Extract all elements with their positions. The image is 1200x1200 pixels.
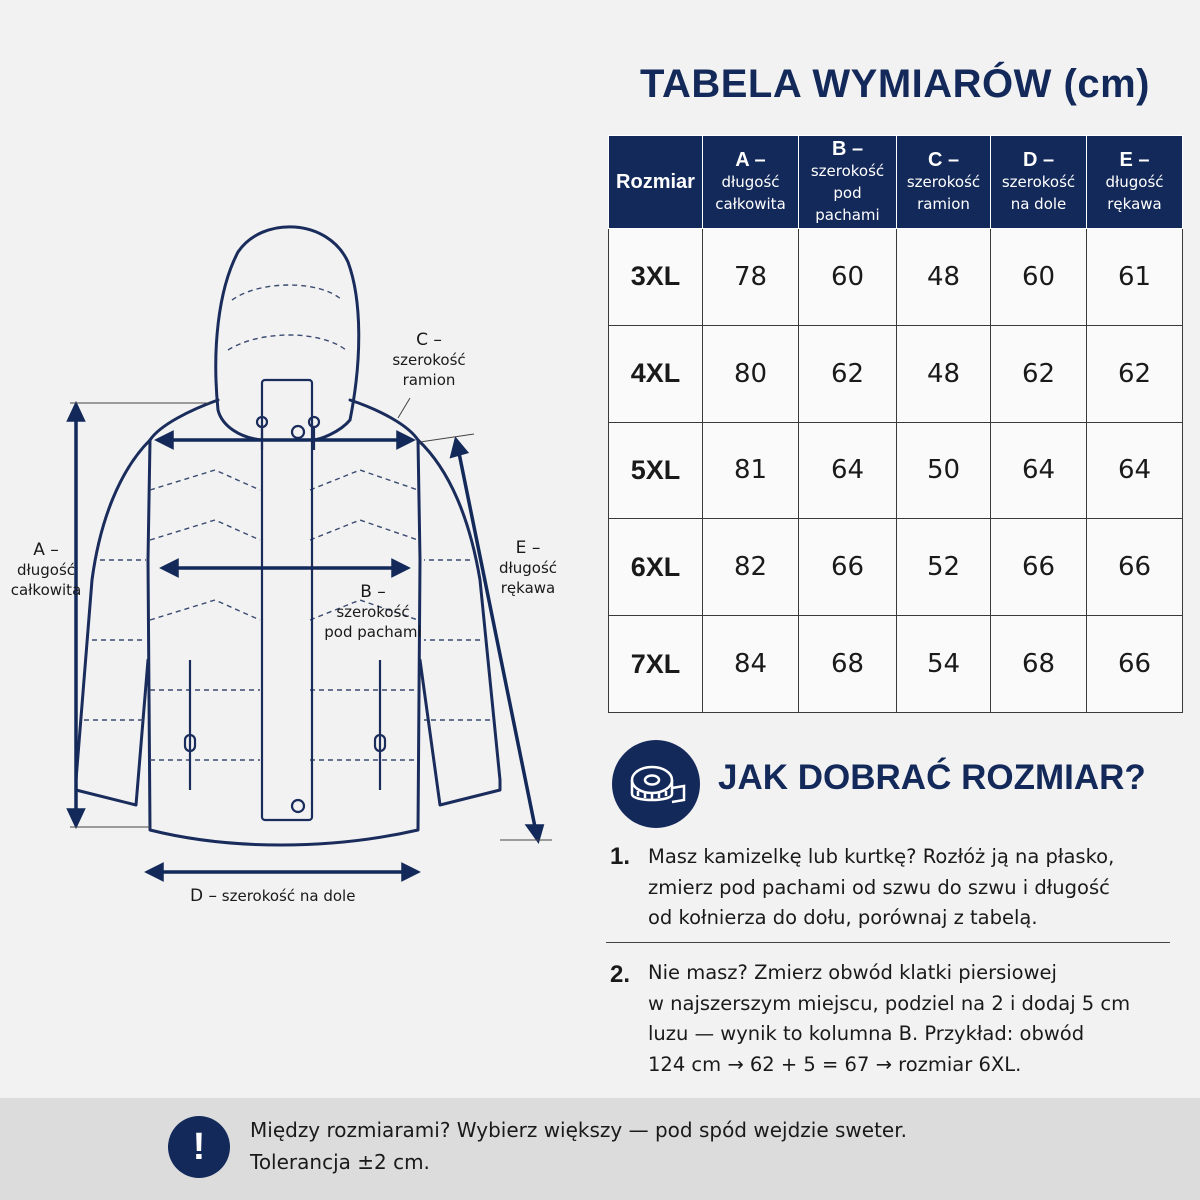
header-a: A – długość całkowita — [703, 136, 799, 229]
label-d: D – szerokość na dole — [190, 886, 356, 906]
cell-e: 64 — [1087, 422, 1183, 519]
snap-button-top — [292, 426, 304, 438]
cell-b: 68 — [799, 616, 897, 713]
jacket-hood — [216, 227, 359, 440]
cell-d: 62 — [991, 325, 1087, 422]
table-row — [609, 616, 1183, 713]
step-number: 2. — [610, 961, 631, 988]
cell-c: 50 — [897, 422, 991, 519]
jacket-right-sleeve — [418, 440, 500, 805]
cell-e: 61 — [1087, 229, 1183, 326]
footer-text: Między rozmiarami? Wybierz większy — pod spód wejdzie sweter. Tolerancja ±2 cm. — [250, 1118, 907, 1174]
howto-title: JAK DOBRAĆ ROZMIAR? — [718, 758, 1146, 797]
footer-note — [0, 1098, 1200, 1200]
cell-c: 48 — [897, 229, 991, 326]
cell-size: 5XL — [609, 422, 703, 519]
step-text: Nie masz? Zmierz obwód klatki piersiowej w najszerszym miejscu, podziel na 2 i dodaj 5 cm luzu — wynik to kolumna B. Przykład: obwód 124 cm → 62 + 5 = 67 → rozmiar 6XL. — [648, 961, 1131, 1076]
label-a: A – długość całkowita — [10, 540, 82, 599]
label-b: B – szerokość pod pachami — [324, 582, 422, 641]
cell-b: 60 — [799, 229, 897, 326]
cell-b: 64 — [799, 422, 897, 519]
measuring-tape-icon — [612, 740, 700, 828]
zipper-placket — [262, 380, 312, 820]
table-row — [609, 229, 1183, 326]
cell-e: 66 — [1087, 519, 1183, 616]
header-size: Rozmiar — [609, 136, 703, 229]
jacket-left-sleeve — [76, 440, 150, 805]
cell-size: 6XL — [609, 519, 703, 616]
cell-size: 4XL — [609, 325, 703, 422]
label-c: C – szerokość ramion — [392, 330, 466, 389]
step-text: Masz kamizelkę lub kurtkę? Rozłóż ją na płasko, zmierz pod pachami od szwu do szwu i długość od kołnierza do dołu, porównaj z tabelą. — [648, 845, 1115, 929]
cell-a: 84 — [703, 616, 799, 713]
cell-a: 82 — [703, 519, 799, 616]
header-b: B – szerokość pod pachami — [799, 136, 897, 229]
cell-c: 52 — [897, 519, 991, 616]
cell-a: 80 — [703, 325, 799, 422]
cell-size: 3XL — [609, 229, 703, 326]
cell-c: 48 — [897, 325, 991, 422]
table-row — [609, 519, 1183, 616]
cell-d: 64 — [991, 422, 1087, 519]
header-c: C – szerokość ramion — [897, 136, 991, 229]
cell-b: 62 — [799, 325, 897, 422]
step-number: 1. — [610, 843, 631, 870]
cell-a: 81 — [703, 422, 799, 519]
label-e: E – długość rękawa — [498, 538, 558, 597]
exclamation-icon: ! — [168, 1116, 230, 1178]
header-e: E – długość rękawa — [1087, 136, 1183, 229]
cell-b: 66 — [799, 519, 897, 616]
snap-button-bottom — [292, 800, 304, 812]
cell-d: 66 — [991, 519, 1087, 616]
header-d: D – szerokość na dole — [991, 136, 1087, 229]
page-title: TABELA WYMIARÓW (cm) — [640, 62, 1150, 106]
table-row — [609, 422, 1183, 519]
size-table-header — [609, 136, 1183, 229]
cell-a: 78 — [703, 229, 799, 326]
divider — [606, 942, 1170, 943]
cell-d: 68 — [991, 616, 1087, 713]
cell-e: 62 — [1087, 325, 1183, 422]
cell-e: 66 — [1087, 616, 1183, 713]
jacket-diagram — [0, 0, 600, 1090]
cell-c: 54 — [897, 616, 991, 713]
table-row — [609, 325, 1183, 422]
size-table — [608, 135, 1183, 713]
cell-size: 7XL — [609, 616, 703, 713]
cell-d: 60 — [991, 229, 1087, 326]
